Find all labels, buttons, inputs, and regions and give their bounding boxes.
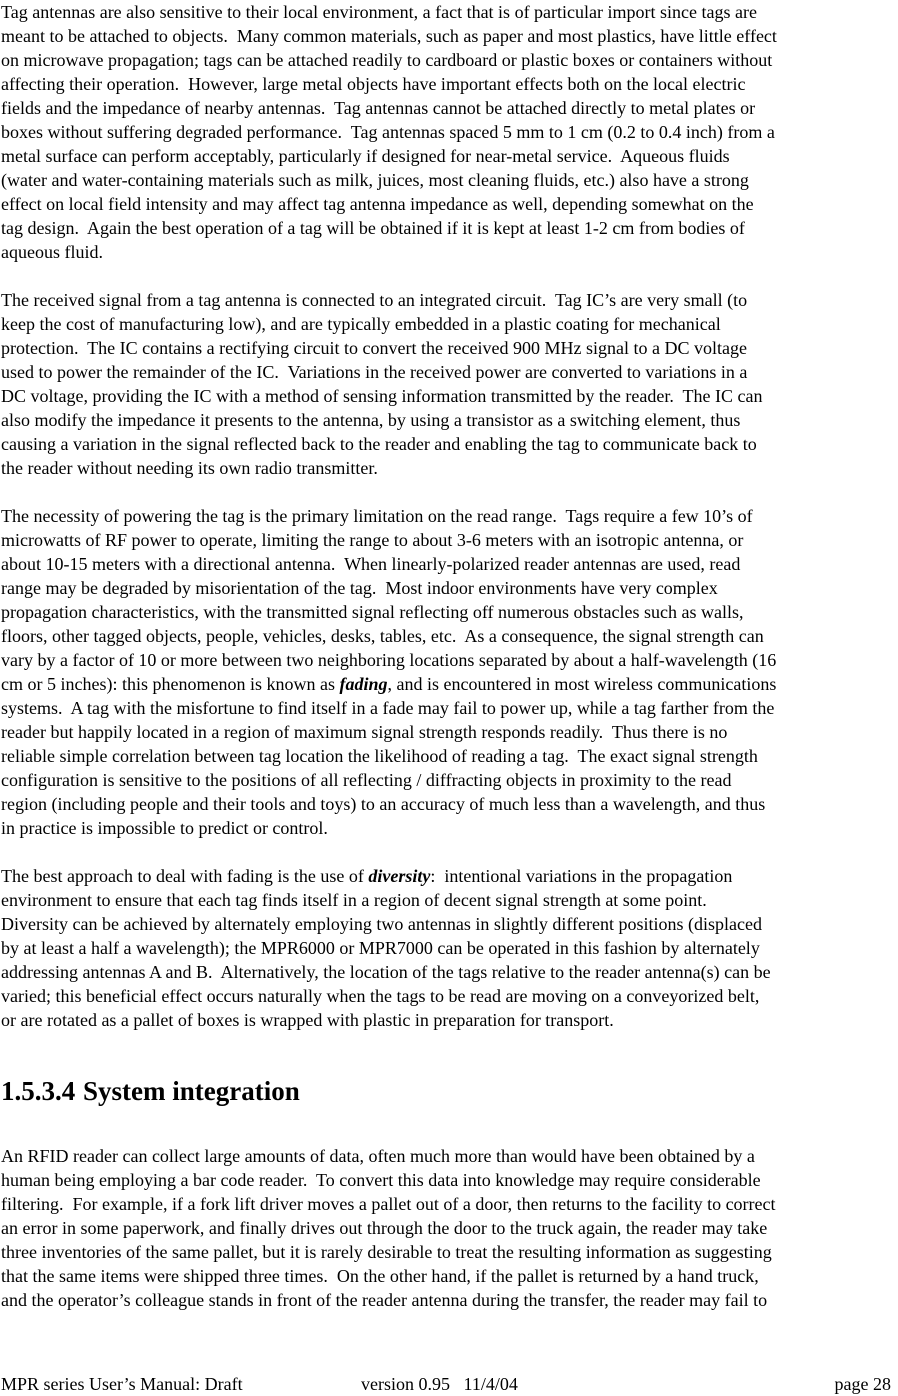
- text-line: DC voltage, providing the IC with a method of sensing information transmitted by the reader. The IC can: [1, 386, 763, 406]
- text-line: an error in some paperwork, and finally drives out through the door to the truck again, the reader may take: [1, 1218, 768, 1238]
- text-line: Tag antennas are also sensitive to their local environment, a fact that is of particular import since tags are: [1, 2, 757, 22]
- text-line: systems. A tag with the misfortune to find itself in a fade may fail to power up, while a tag farther from the: [1, 698, 775, 718]
- footer-page-number: page 28: [834, 1374, 891, 1394]
- text-line: propagation characteristics, with the transmitted signal reflecting off numerous obstacles such as walls,: [1, 602, 744, 622]
- text-line: floors, other tagged objects, people, vehicles, desks, tables, etc. As a consequence, the signal strength can: [1, 626, 764, 646]
- text-line: [1, 864, 771, 888]
- text-line: causing a variation in the signal reflected back to the reader and enabling the tag to communicate back to: [1, 434, 757, 454]
- text-line: vary by a factor of 10 or more between two neighboring locations separated by about a half-wavelength (16: [1, 650, 777, 670]
- text-line: on microwave propagation; tags can be attached readily to cardboard or plastic boxes or containers without: [1, 50, 773, 70]
- text-line: environment to ensure that each tag finds itself in a region of decent signal strength at some point.: [1, 890, 707, 910]
- text-line: and the operator’s colleague stands in front of the reader antenna during the transfer, the reader may fail to: [1, 1290, 768, 1310]
- text-line: three inventories of the same pallet, but it is rarely desirable to treat the resulting information as suggesting: [1, 1242, 772, 1262]
- emphasized-term: diversity: [368, 866, 431, 886]
- text-line: range may be degraded by misorientation of the tag. Most indoor environments have very complex: [1, 578, 718, 598]
- text-line: reliable simple correlation between tag location the likelihood of reading a tag. The exact signal strength: [1, 746, 758, 766]
- text-line: varied; this beneficial effect occurs naturally when the tags to be read are moving on a conveyorized belt,: [1, 986, 760, 1006]
- text-segment: : intentional variations in the propagation: [430, 866, 733, 886]
- text-line: by at least a half a wavelength); the MPR6000 or MPR7000 can be operated in this fashion by alternately: [1, 938, 760, 958]
- text-line: or are rotated as a pallet of boxes is wrapped with plastic in preparation for transport.: [1, 1010, 614, 1030]
- text-line: The necessity of powering the tag is the primary limitation on the read range. Tags require a few 10’s of: [1, 506, 753, 526]
- text-line: human being employing a bar code reader. To convert this data into knowledge may require considerable: [1, 1170, 761, 1190]
- footer-version-date: version 0.95 11/4/04: [361, 1374, 518, 1394]
- text-line: metal surface can perform acceptably, particularly if designed for near-metal service. Aqueous fluids: [1, 146, 730, 166]
- text-line: (water and water-containing materials such as milk, juices, most cleaning fluids, etc.) also have a strong: [1, 170, 749, 190]
- text-line: [1, 672, 776, 696]
- text-line: The received signal from a tag antenna is connected to an integrated circuit. Tag IC’s are very small (to: [1, 290, 748, 310]
- text-segment: , and is encountered in most wireless communications: [387, 674, 777, 694]
- text-line: in practice is impossible to predict or control.: [1, 818, 328, 838]
- paragraph-tag-ic: [1, 288, 763, 480]
- paragraph-read-range-fading: [1, 504, 776, 840]
- text-line: also modify the impedance it presents to the antenna, by using a transistor as a switching element, thus: [1, 410, 741, 430]
- text-segment: cm or 5 inches): this phenomenon is known as: [1, 674, 340, 694]
- text-line: addressing antennas A and B. Alternatively, the location of the tags relative to the reader antenna(s) can be: [1, 962, 771, 982]
- text-line: fields and the impedance of nearby antennas. Tag antennas cannot be attached directly to metal plates or: [1, 98, 756, 118]
- text-line: keep the cost of manufacturing low), and are typically embedded in a plastic coating for mechanical: [1, 314, 721, 334]
- paragraph-system-integration: [1, 1144, 776, 1312]
- section-heading: [1, 1073, 300, 1109]
- text-segment: The best approach to deal with fading is the use of: [1, 866, 369, 886]
- text-line: tag design. Again the best operation of a tag will be obtained if it is kept at least 1-2 cm from bodies of: [1, 218, 745, 238]
- emphasized-term: fading: [339, 674, 388, 694]
- text-line: region (including people and their tools and toys) to an accuracy of much less than a wavelength, and thus: [1, 794, 766, 814]
- text-line: protection. The IC contains a rectifying circuit to convert the received 900 MHz signal to a DC voltage: [1, 338, 747, 358]
- text-line: An RFID reader can collect large amounts of data, often much more than would have been obtained by a: [1, 1146, 755, 1166]
- paragraph-diversity: [1, 864, 771, 1032]
- footer-manual-title: MPR series User’s Manual: Draft: [1, 1374, 243, 1394]
- text-line: about 10-15 meters with a directional antenna. When linearly-polarized reader antennas are used, read: [1, 554, 741, 574]
- section-number: 1.5.3.4: [1, 1076, 76, 1106]
- text-line: Diversity can be achieved by alternately employing two antennas in slightly different positions (displaced: [1, 914, 762, 934]
- text-line: meant to be attached to objects. Many common materials, such as paper and most plastics, have little effect: [1, 26, 777, 46]
- section-title: System integration: [83, 1076, 300, 1106]
- text-line: aqueous fluid.: [1, 242, 103, 262]
- text-line: the reader without needing its own radio transmitter.: [1, 458, 378, 478]
- text-line: effect on local field intensity and may affect tag antenna impedance as well, depending somewhat on the: [1, 194, 754, 214]
- text-line: filtering. For example, if a fork lift driver moves a pallet out of a door, then returns to the facility to correct: [1, 1194, 776, 1214]
- text-line: used to power the remainder of the IC. Variations in the received power are converted to variations in a: [1, 362, 748, 382]
- text-line: reader but happily located in a region of maximum signal strength responds readily. Thus there is no: [1, 722, 728, 742]
- text-line: boxes without suffering degraded performance. Tag antennas spaced 5 mm to 1 cm (0.2 to 0.4 inch) from a: [1, 122, 775, 142]
- text-line: microwatts of RF power to operate, limiting the range to about 3-6 meters with an isotropic antenna, or: [1, 530, 744, 550]
- text-line: configuration is sensitive to the positions of all reflecting / diffracting objects in proximity to the read: [1, 770, 732, 790]
- text-line: affecting their operation. However, large metal objects have important effects both on the local electric: [1, 74, 746, 94]
- text-line: that the same items were shipped three times. On the other hand, if the pallet is returned by a hand truck,: [1, 1266, 759, 1286]
- paragraph-tag-antenna-environment: [1, 0, 777, 264]
